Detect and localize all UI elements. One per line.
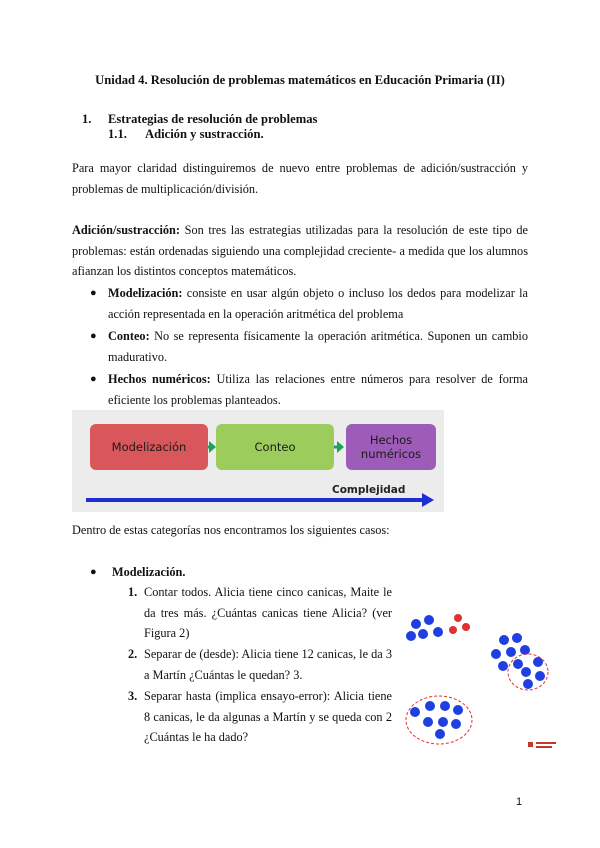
- page-number: 1: [516, 796, 523, 808]
- blue-marble: [440, 701, 450, 711]
- red-marble: [454, 614, 462, 622]
- complexity-arrowhead: [422, 493, 434, 507]
- blue-marble: [423, 717, 433, 727]
- green-arrowhead: [337, 441, 344, 453]
- marbles-figure: [398, 596, 568, 756]
- blue-marble: [535, 671, 545, 681]
- modelizacion-heading: Modelización.: [112, 565, 186, 579]
- blue-marble: [521, 667, 531, 677]
- green-arrowhead: [209, 441, 216, 453]
- addsub-paragraph: [72, 220, 528, 282]
- document-title: Unidad 4. Resolución de problemas matemáticos en Educación Primaria (II): [95, 73, 505, 87]
- case-number: 3.: [128, 689, 138, 703]
- red-marble: [449, 626, 457, 634]
- diagram-box-hechos: Hechos numéricos: [346, 424, 436, 470]
- strategy-text: Utiliza las relaciones entre números para resolver de forma eficiente los problemas planteados.: [108, 372, 528, 407]
- strategy-label: Modelización:: [108, 286, 183, 300]
- section-number: 1.: [82, 112, 92, 126]
- case-text: Contar todos. Alicia tiene cinco canicas, Maite le da tres más. ¿Cuántas canicas tiene Alicia? (ver Figura 2): [144, 585, 392, 640]
- blue-marble: [418, 629, 428, 639]
- strategy-diagram: [72, 410, 444, 512]
- case-text: Separar de (desde): Alicia tiene 12 canicas, le da 3 a Martín ¿Cuántas le quedan? 3.: [144, 647, 392, 682]
- blue-marble: [433, 627, 443, 637]
- logo-mark: [536, 742, 556, 744]
- strategy-label: Hechos numéricos:: [108, 372, 211, 386]
- blue-marble: [520, 645, 530, 655]
- blue-marble: [512, 633, 522, 643]
- addsub-label: Adición/sustracción:: [72, 223, 180, 237]
- red-marbles: [449, 614, 470, 634]
- complexity-label: Complejidad: [332, 484, 406, 496]
- diagram-arrows: [72, 410, 444, 512]
- logo-icon: [528, 742, 533, 747]
- strategy-text: consiste en usar algún objeto o incluso los dedos para modelizar la acción representada en la operación aritmética del problema: [108, 286, 528, 321]
- blue-marble: [453, 705, 463, 715]
- blue-marble: [533, 657, 543, 667]
- blue-marble: [410, 707, 420, 717]
- blue-marble: [435, 729, 445, 739]
- diagram-box-modelizacion: Modelización: [90, 424, 208, 470]
- blue-marble: [506, 647, 516, 657]
- bullet-icon: ●: [90, 373, 97, 385]
- intro-paragraph: Para mayor claridad distinguiremos de nuevo entre problemas de adición/sustracción y problemas de multiplicación/división.: [72, 161, 528, 196]
- bullet-icon: ●: [90, 330, 97, 342]
- diagram-box-conteo: Conteo: [216, 424, 334, 470]
- section-title: Estrategias de resolución de problemas: [108, 112, 318, 126]
- blue-marble: [499, 635, 509, 645]
- bullet-icon: ●: [90, 287, 97, 299]
- blue-marble: [406, 631, 416, 641]
- case-number: 1.: [128, 585, 138, 599]
- strategy-label: Conteo:: [108, 329, 150, 343]
- subsection-title: Adición y sustracción.: [145, 127, 264, 141]
- blue-marble: [425, 701, 435, 711]
- blue-marble: [498, 661, 508, 671]
- strategy-text: No se representa físicamente la operación aritmética. Suponen un cambio madurativo.: [108, 329, 528, 364]
- blue-marble: [491, 649, 501, 659]
- case-text: Separar hasta (implica ensayo-error): Alicia tiene 8 canicas, le da algunas a Martín y se queda con 2 ¿Cuántas le ha dado?: [144, 689, 392, 744]
- blue-marble: [523, 679, 533, 689]
- blue-marble: [438, 717, 448, 727]
- case-number: 2.: [128, 647, 138, 661]
- subsection-number: 1.1.: [108, 127, 127, 141]
- cases-intro: Dentro de estas categorías nos encontramos los siguientes casos:: [72, 523, 390, 537]
- addsub-text: Son tres las estrategias utilizadas para la resolución de este tipo de problemas: están ordenadas siguiendo una complejidad creciente- a medida que los alumnos afianzan los distintos conceptos matemáticos.: [72, 223, 528, 278]
- logo-mark: [536, 746, 552, 748]
- strategy-item: [108, 369, 528, 410]
- blue-marble: [424, 615, 434, 625]
- blue-marble: [513, 659, 523, 669]
- blue-marbles: [406, 615, 545, 739]
- blue-marble: [451, 719, 461, 729]
- strategy-item: [108, 326, 528, 367]
- red-marble: [462, 623, 470, 631]
- blue-marble: [411, 619, 421, 629]
- strategy-item: [108, 283, 528, 324]
- bullet-icon: ●: [90, 566, 97, 578]
